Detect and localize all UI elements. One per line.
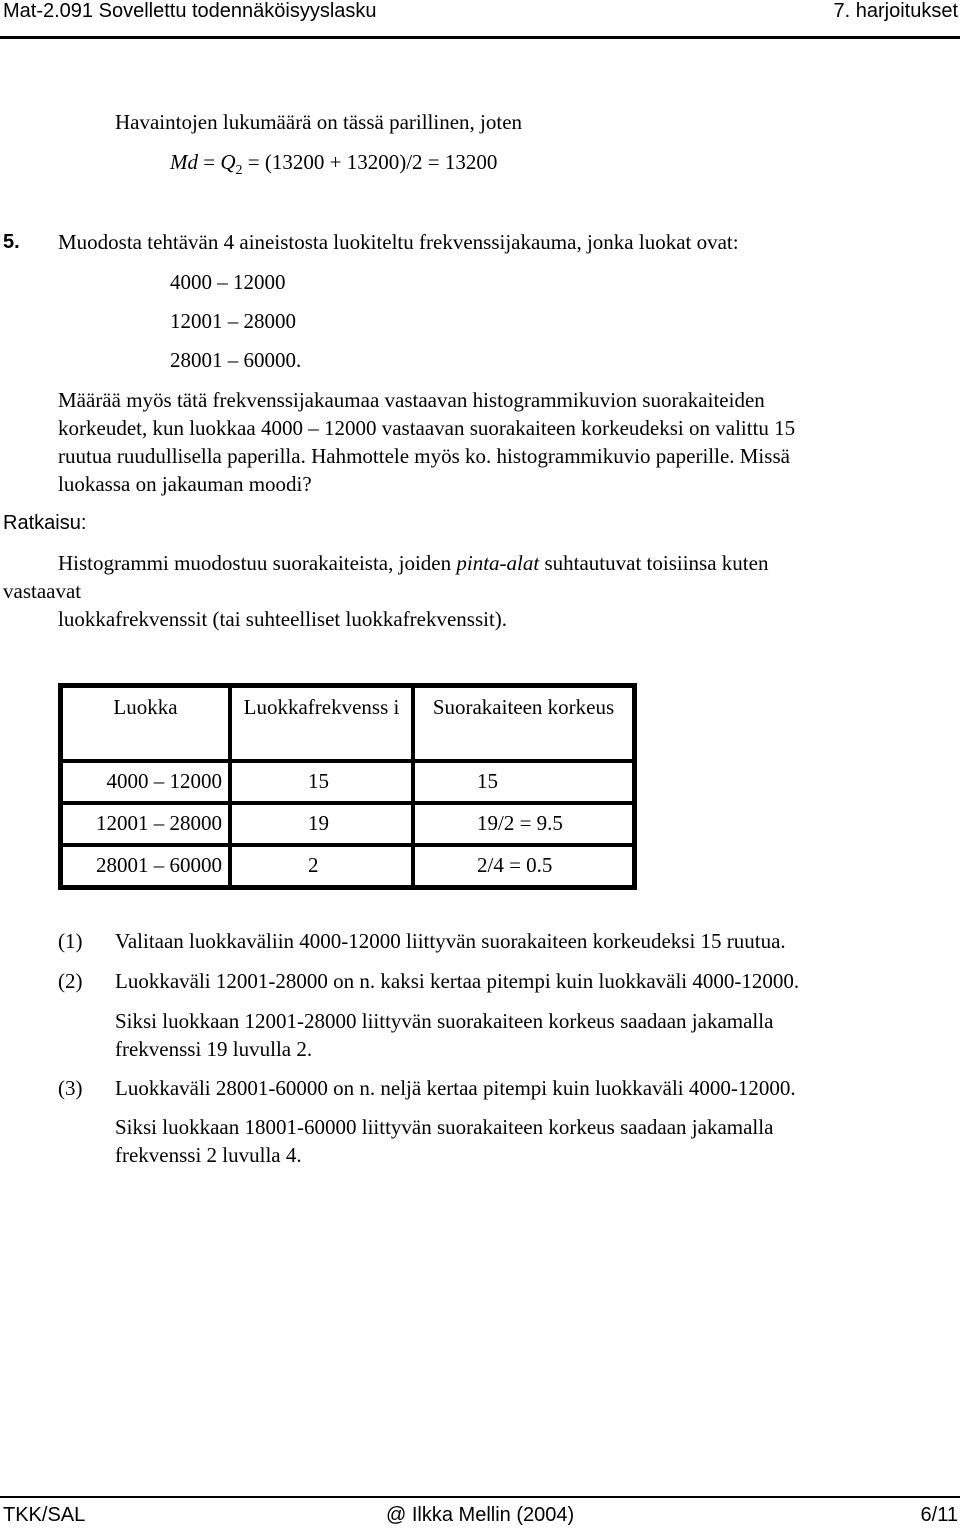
note-text: Siksi luokkaan 18001-60000 liittyvän suorakaiteen korkeus saadaan jakamalla — [115, 1115, 774, 1139]
note-number: (3) — [58, 1076, 83, 1100]
solution-line-2: vastaavat — [3, 579, 82, 603]
solution-text: suhtautuvat toisiinsa kuten — [539, 551, 769, 575]
table-cell-frequency: 15 — [230, 761, 413, 803]
frequency-table — [58, 683, 637, 890]
note-text: Luokkaväli 28001-60000 on n. neljä kertaa pitempi kuin luokkaväli 4000-12000. — [115, 1076, 796, 1100]
solution-text: Histogrammi muodostuu suorakaiteista, joiden — [58, 551, 457, 575]
footer-left: TKK/SAL — [3, 1504, 86, 1526]
md-symbol: Md — [170, 150, 198, 174]
formula-rest: = (13200 + 13200)/2 = 13200 — [242, 150, 498, 174]
eq-sign: = — [198, 150, 221, 174]
table-cell-height: 2/4 = 0.5 — [413, 845, 634, 887]
task-number: 5. — [3, 231, 20, 253]
table-cell-frequency: 2 — [230, 845, 413, 887]
q-symbol: Q — [220, 150, 236, 174]
class-2: 12001 – 28000 — [170, 309, 296, 333]
task-text: Muodosta tehtävän 4 aineistosta luokiteltu frekvenssijakauma, jonka luokat ovat: — [58, 230, 739, 254]
header-luokka: Luokka — [61, 686, 230, 761]
footer-rule — [0, 1496, 960, 1498]
table-cell-height: 15 — [413, 761, 634, 803]
footer-page: 6/11 — [920, 1504, 958, 1526]
course-title: Mat-2.091 Sovellettu todennäköisyyslasku — [3, 0, 377, 22]
solution-line-1 — [58, 551, 768, 576]
header-frekvenssi: Luokkafrekvenss i — [230, 686, 413, 761]
note-text: frekvenssi 19 luvulla 2. — [115, 1037, 313, 1061]
table-cell-frequency: 19 — [230, 803, 413, 845]
note-text: Siksi luokkaan 12001-28000 liittyvän suorakaiteen korkeus saadaan jakamalla — [115, 1009, 774, 1033]
note-text: Valitaan luokkaväliin 4000-12000 liittyvän suorakaiteen korkeudeksi 15 ruutua. — [115, 929, 786, 953]
table-row — [61, 761, 634, 803]
class-3: 28001 – 60000. — [170, 348, 302, 372]
task-para-line: ruutua ruudullisella paperilla. Hahmottele myös ko. histogrammikuvio paperille. Missä — [58, 444, 790, 468]
table-cell-class: 4000 – 12000 — [61, 761, 230, 803]
task-para-line: luokassa on jakauman moodi? — [58, 472, 312, 496]
task-para-line: Määrää myös tätä frekvenssijakaumaa vastaavan histogrammikuvion suorakaiteiden — [58, 388, 765, 412]
footer-center: @ Ilkka Mellin (2004) — [386, 1504, 575, 1526]
table-cell-height: 19/2 = 9.5 — [413, 803, 634, 845]
class-1: 4000 – 12000 — [170, 270, 286, 294]
intro-line: Havaintojen lukumäärä on tässä parillinen, joten — [115, 110, 523, 134]
solution-line-3: luokkafrekvenssit (tai suhteelliset luokkafrekvenssit). — [58, 607, 508, 631]
note-number: (2) — [58, 969, 83, 993]
solution-label: Ratkaisu: — [3, 512, 87, 534]
solution-emphasis: pinta-alat — [456, 551, 540, 575]
table-header-row — [61, 686, 634, 761]
note-text: frekvenssi 2 luvulla 4. — [115, 1143, 302, 1167]
header-korkeus: Suorakaiteen korkeus — [413, 686, 634, 761]
q-subscript: 2 — [235, 163, 243, 179]
task-para-line: korkeudet, kun luokkaa 4000 – 12000 vastaavan suorakaiteen korkeudeksi on valittu 15 — [58, 416, 796, 440]
table-row — [61, 803, 634, 845]
table-cell-class: 12001 – 28000 — [61, 803, 230, 845]
median-formula — [170, 150, 497, 179]
sheet-title: 7. harjoitukset — [833, 0, 958, 22]
table-cell-class: 28001 – 60000 — [61, 845, 230, 887]
header-rule — [0, 36, 960, 39]
note-number: (1) — [58, 929, 83, 953]
table-row — [61, 845, 634, 887]
note-text: Luokkaväli 12001-28000 on n. kaksi kertaa pitempi kuin luokkaväli 4000-12000. — [115, 969, 800, 993]
